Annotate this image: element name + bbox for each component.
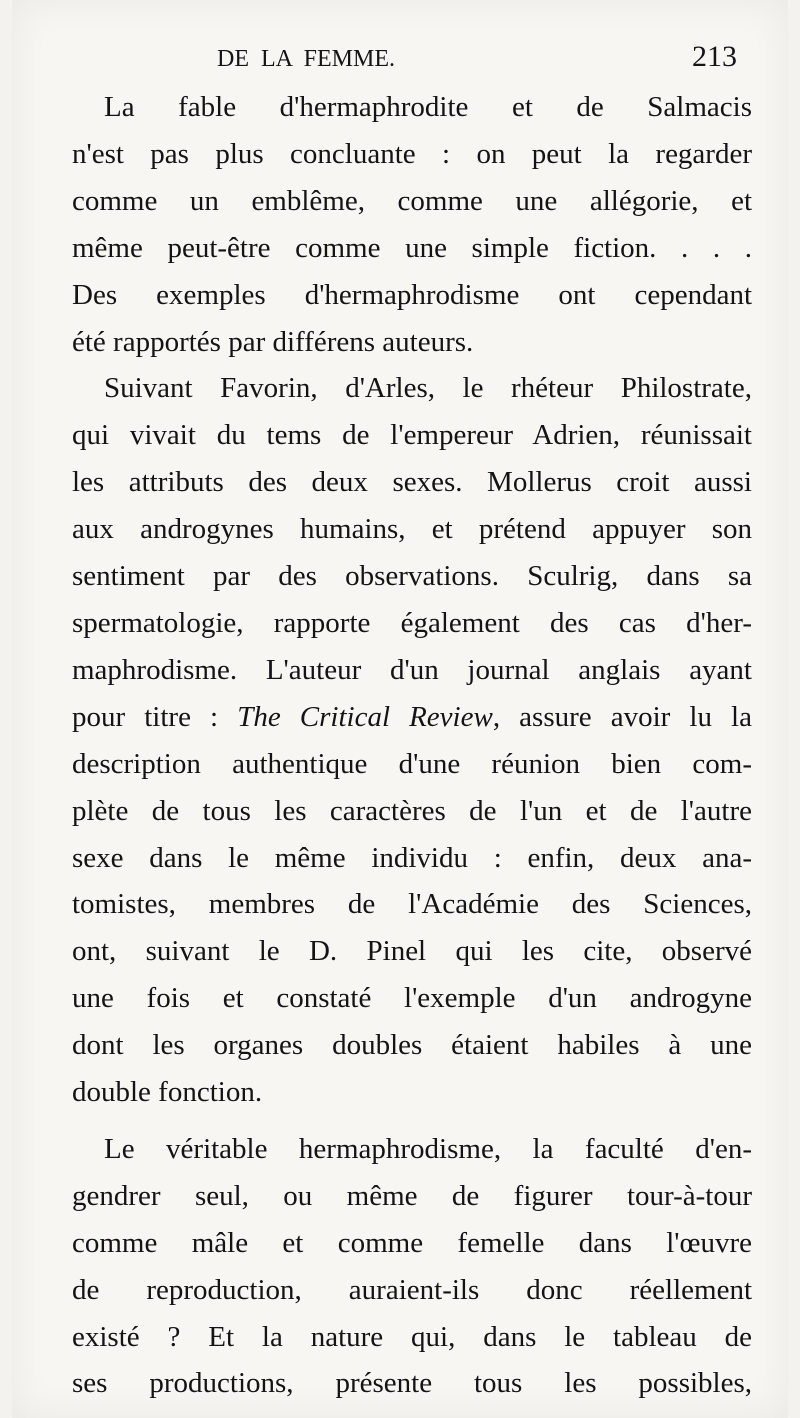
text-line: spermatologie, rapporte également des cas d'her- [72,606,752,639]
text-line: aux androgynes humains, et prétend appuyer son [72,513,752,546]
text-line: dont les organes doubles étaient habiles à une [72,1029,752,1062]
text-fragment: pour titre : [72,700,238,733]
text-line: comme un emblême, comme une allégorie, et [72,184,752,217]
text-line: maphrodisme. L'auteur d'un journal anglais ayant [72,653,752,686]
paragraph-1 [72,84,752,365]
text-line: été rapportés par différens auteurs. [72,325,474,358]
text-line: comme mâle et comme femelle dans l'œuvre [72,1226,752,1259]
paragraph-3 [72,1126,752,1407]
page-number: 213 [692,40,737,73]
text-line: tomistes, membres de l'Académie des Sciences, [72,888,752,921]
text-line: Des exemples d'hermaphrodisme ont cependant [72,278,752,311]
text-line: sexe dans le même individu : enfin, deux ana- [72,841,752,874]
text-line: n'est pas plus concluante : on peut la regarder [72,137,752,170]
paragraph-2 [72,365,752,1116]
text-line: ont, suivant le D. Pinel qui les cite, observé [72,935,752,968]
text-line: ses productions, présente tous les possibles, [72,1367,752,1400]
text-line: La fable d'hermaphrodite et de Salmacis [104,91,752,123]
text-line: une fois et constaté l'exemple d'un androgyne [72,982,752,1015]
text-line: qui vivait du tems de l'empereur Adrien, réunissait [72,419,752,452]
text-line: Suivant Favorin, d'Arles, le rhéteur Philostrate, [104,372,752,405]
text-line: existé ? Et la nature qui, dans le tableau de [72,1320,752,1353]
text-line: les attributs des deux sexes. Mollerus croit aussi [72,466,752,499]
book-page [12,0,788,1418]
text-line: plète de tous les caractères de l'un et de l'autre [72,794,752,827]
text-line: double fonction. [72,1076,263,1109]
text-line-with-title [72,694,752,741]
text-line: sentiment par des observations. Sculrig, dans sa [72,560,752,593]
journal-title: The Critical Review [237,700,493,733]
text-line: description authentique d'une réunion bien com- [72,747,752,780]
running-title: DE LA FEMME. [217,46,396,72]
text-line: gendrer seul, ou même de figurer tour-à-tour [72,1179,752,1212]
page-body [72,84,752,1407]
running-header [217,40,737,84]
text-line: Le véritable hermaphrodisme, la faculté d'en- [104,1132,752,1165]
text-line: de reproduction, auraient-ils donc réellement [72,1273,752,1306]
text-line: même peut-être comme une simple fiction. . . . [72,231,752,264]
text-fragment: , assure avoir lu la [492,700,752,733]
